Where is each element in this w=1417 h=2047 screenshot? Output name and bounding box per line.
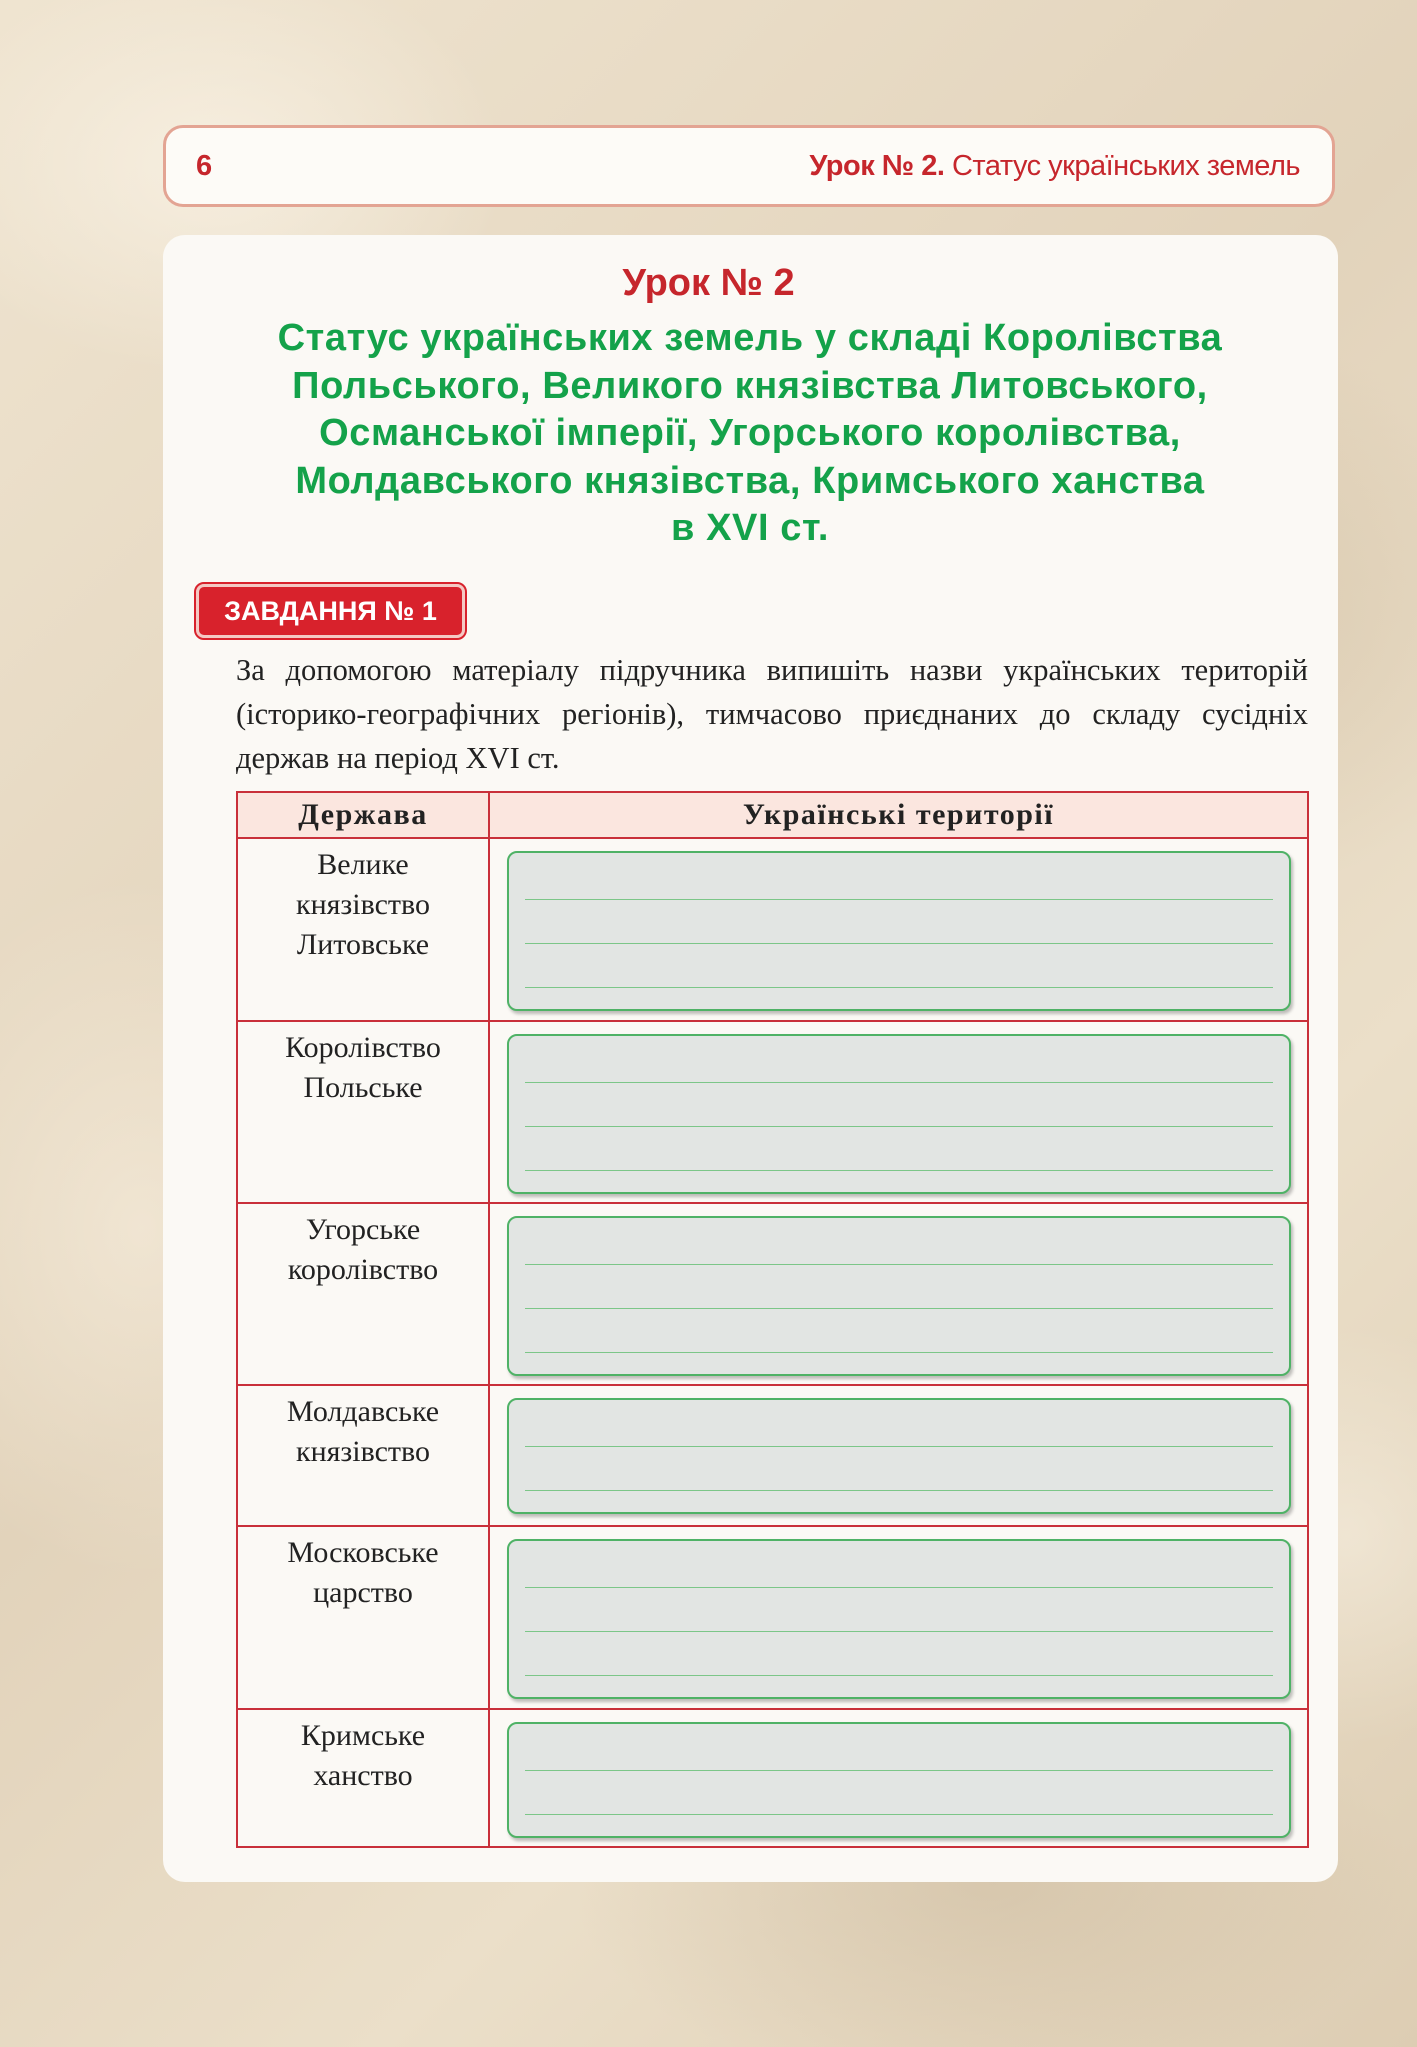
task-instructions: За допомогою матеріалу підручника випишіть назви українських територій (історико-географічних регіонів), тимчасово приєднаних до складу сусідніх держав на період XVI ст. <box>236 653 1308 775</box>
writing-line <box>525 943 1273 944</box>
state-cell <box>237 1385 489 1526</box>
answer-field[interactable] <box>507 1539 1291 1699</box>
answer-cell <box>489 1709 1308 1847</box>
page-number: 6 <box>196 150 213 182</box>
task-badge: ЗАВДАННЯ № 1 <box>196 584 465 638</box>
writing-line <box>525 1446 1273 1447</box>
writing-line <box>525 987 1273 988</box>
writing-line <box>525 1126 1273 1127</box>
running-title <box>809 150 1300 183</box>
writing-line <box>525 1352 1273 1353</box>
state-name-line: Кримське <box>300 1719 426 1752</box>
table-row <box>237 1021 1308 1203</box>
state-cell <box>237 838 489 1021</box>
writing-line <box>525 1631 1273 1632</box>
state-name-line: Королівство <box>285 1031 441 1064</box>
state-name-line: князівство <box>296 888 430 921</box>
subtitle-line: Молдавського князівства, Кримського ханства <box>295 459 1205 502</box>
state-name-line: королівство <box>287 1253 439 1286</box>
answer-cell <box>489 1021 1308 1203</box>
state-name-line: ханство <box>313 1759 413 1792</box>
states-table <box>236 791 1309 1848</box>
state-name-line: Московське <box>287 1536 439 1569</box>
table-row <box>237 1526 1308 1709</box>
subtitle-line: Статус українських земель у складі Королівства <box>277 317 1223 359</box>
lesson-subtitle <box>200 315 1300 553</box>
writing-line <box>525 1308 1273 1309</box>
answer-cell <box>489 1526 1308 1709</box>
table-row <box>237 1709 1308 1847</box>
page-header <box>163 125 1335 207</box>
answer-cell <box>489 838 1308 1021</box>
lesson-title: Урок № 2 <box>622 262 795 304</box>
state-name-line: царство <box>313 1576 413 1609</box>
state-cell <box>237 1526 489 1709</box>
answer-field[interactable] <box>507 1398 1291 1514</box>
table-row <box>237 1385 1308 1526</box>
writing-line <box>525 1082 1273 1083</box>
writing-line <box>525 1490 1273 1491</box>
state-cell <box>237 1021 489 1203</box>
table-row <box>237 838 1308 1021</box>
subtitle-line: Польського, Великого князівства Литовського, <box>292 364 1208 407</box>
state-name-line: князівство <box>296 1435 430 1468</box>
column-header-state: Держава <box>237 792 489 838</box>
state-cell <box>237 1709 489 1847</box>
running-title-lesson: Урок № 2. <box>809 150 945 182</box>
answer-cell <box>489 1385 1308 1526</box>
writing-line <box>525 1170 1273 1171</box>
column-header-territories: Українські території <box>489 792 1308 838</box>
writing-line <box>525 1587 1273 1588</box>
table-row <box>237 1203 1308 1385</box>
state-name-line: Молдавське <box>286 1395 440 1428</box>
table-header-row <box>237 792 1308 838</box>
answer-field[interactable] <box>507 1722 1291 1838</box>
state-name-line: Угорське <box>305 1213 421 1246</box>
state-cell <box>237 1203 489 1385</box>
answer-field[interactable] <box>507 1034 1291 1194</box>
state-name-line: Польське <box>303 1071 423 1104</box>
state-name-line: Литовське <box>296 928 430 961</box>
writing-line <box>525 1770 1273 1771</box>
state-name-line: Велике <box>317 848 409 881</box>
writing-line <box>525 899 1273 900</box>
answer-field[interactable] <box>507 1216 1291 1376</box>
writing-line <box>525 1814 1273 1815</box>
answer-field[interactable] <box>507 851 1291 1011</box>
writing-line <box>525 1264 1273 1265</box>
running-title-topic: Статус українських земель <box>951 150 1300 182</box>
subtitle-line: Османської імперії, Угорського королівства, <box>319 412 1181 454</box>
subtitle-line: в XVI ст. <box>670 507 830 549</box>
answer-cell <box>489 1203 1308 1385</box>
writing-line <box>525 1675 1273 1676</box>
